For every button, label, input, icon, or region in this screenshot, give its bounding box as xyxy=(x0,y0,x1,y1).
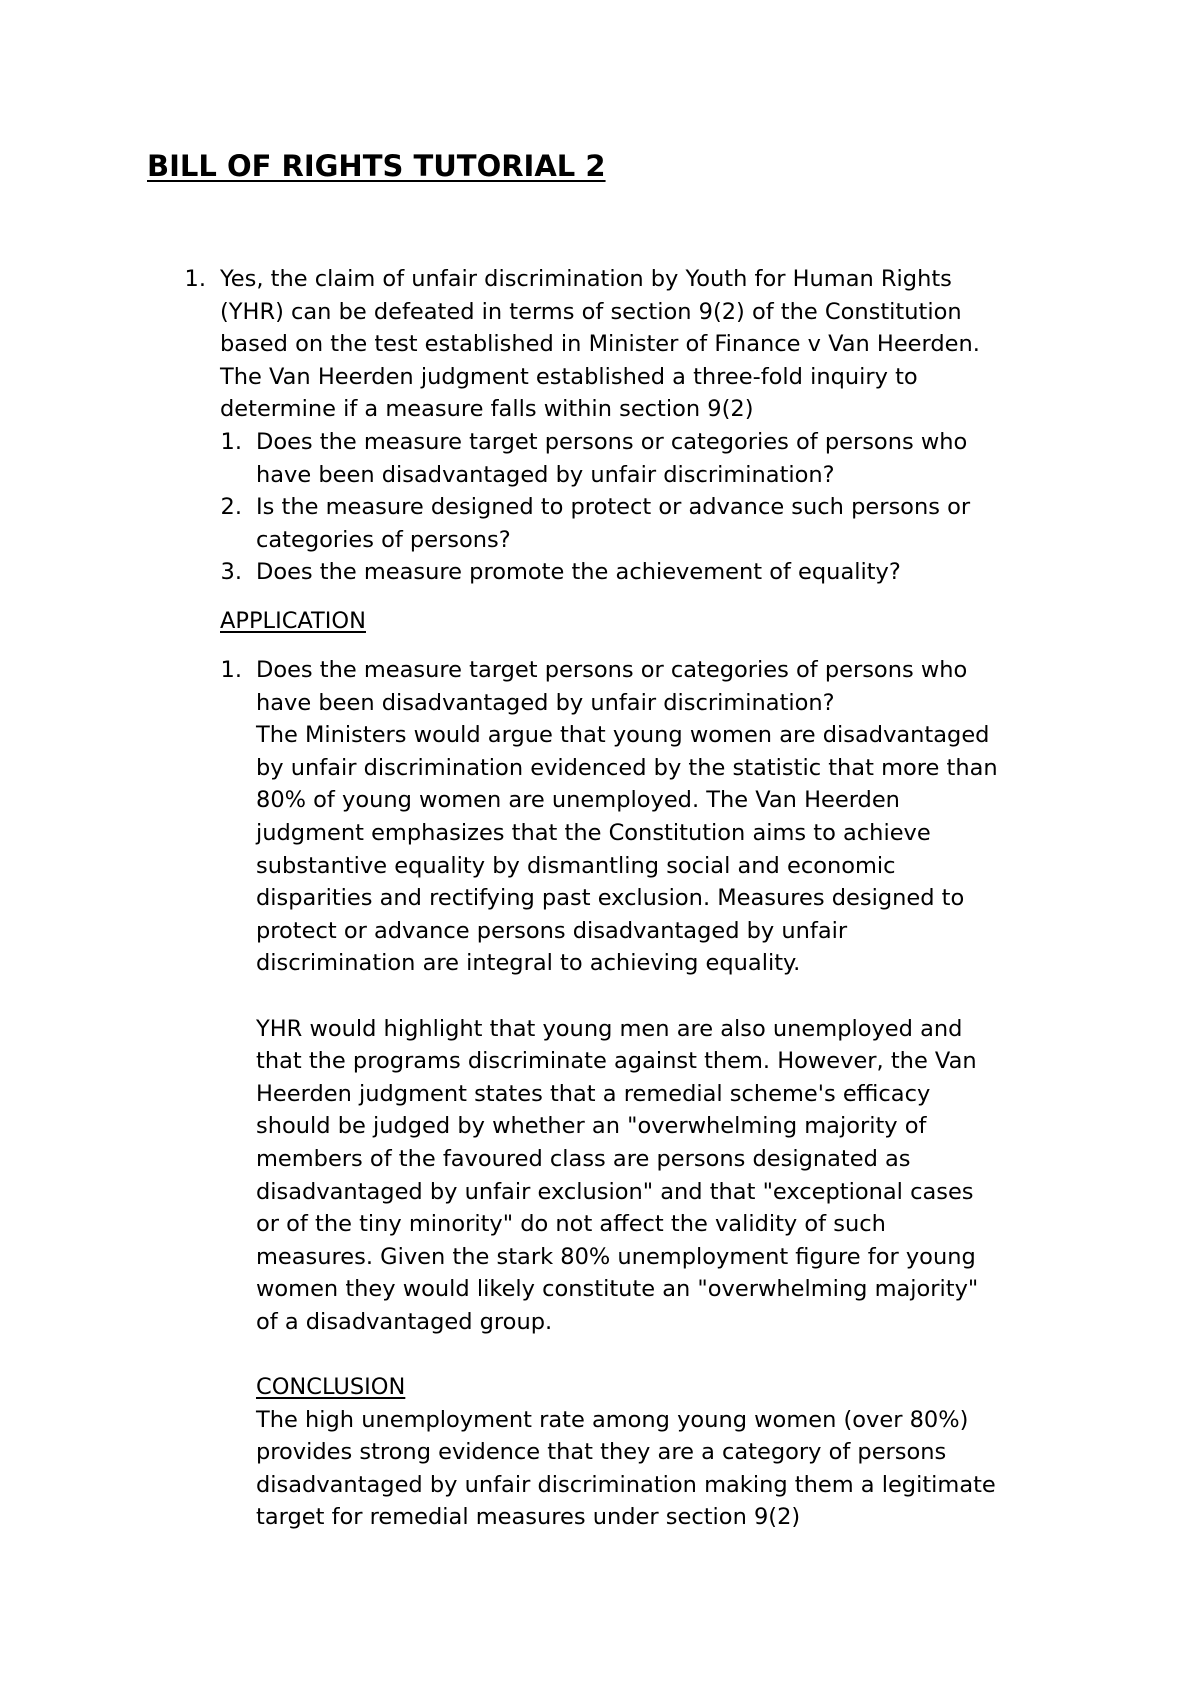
inquiry-3-text xyxy=(256,556,1136,589)
inquiry-line: Does the measure promote the achievement of equality? xyxy=(256,559,901,585)
inquiry-2-text xyxy=(256,491,1136,556)
application-para2-line: YHR would highlight that young men are also unemployed and xyxy=(256,1015,963,1042)
item-1-line: determine if a measure falls within section 9(2) xyxy=(220,396,754,423)
application-para1-line: by unfair discrimination evidenced by the statistic that more than xyxy=(256,754,998,781)
item-1-line: The Van Heerden judgment established a three-fold inquiry to xyxy=(220,363,918,390)
item-1-number: 1. xyxy=(184,266,206,292)
application-para2-line: should be judged by whether an "overwhelming majority of xyxy=(256,1113,927,1140)
inquiry-line: Is the measure designed to protect or advance such persons or xyxy=(256,494,971,520)
document-title: BILL OF RIGHTS TUTORIAL 2 xyxy=(147,149,606,183)
application-para1-line: disparities and rectifying past exclusion. Measures designed to xyxy=(256,885,965,912)
conclusion-heading: CONCLUSION xyxy=(256,1374,406,1401)
application-para2-line: members of the favoured class are persons designated as xyxy=(256,1145,911,1172)
inquiry-line: Does the measure target persons or categories of persons who xyxy=(256,429,968,455)
application-para1-line: protect or advance persons disadvantaged by unfair xyxy=(256,917,848,944)
inquiry-line: categories of persons? xyxy=(256,526,511,553)
conclusion-line: disadvantaged by unfair discrimination making them a legitimate xyxy=(256,1471,996,1498)
blank-line xyxy=(256,980,1156,1013)
application-para1-line: 80% of young women are unemployed. The Van Heerden xyxy=(256,787,900,814)
application-para2-line: of a disadvantaged group. xyxy=(256,1308,553,1335)
inquiry-3-number: 3. xyxy=(220,559,242,585)
application-question-line: have been disadvantaged by unfair discrimination? xyxy=(256,689,835,716)
conclusion-line: provides strong evidence that they are a category of persons xyxy=(256,1439,947,1466)
application-para1-line: judgment emphasizes that the Constitution aims to achieve xyxy=(256,819,931,846)
application-para1-line: The Ministers would argue that young women are disadvantaged xyxy=(256,722,990,749)
item-1-line: based on the test established in Minister of Finance v Van Heerden. xyxy=(220,331,980,358)
application-para2-line: disadvantaged by unfair exclusion" and that "exceptional cases xyxy=(256,1178,974,1205)
item-1-line: Yes, the claim of unfair discrimination by Youth for Human Rights xyxy=(220,266,952,292)
blank-line xyxy=(256,1338,1156,1371)
application-para2-line: women they would likely constitute an "overwhelming majority" xyxy=(256,1276,979,1303)
inquiry-1-text xyxy=(256,426,1136,491)
item-1-line: (YHR) can be defeated in terms of section 9(2) of the Constitution xyxy=(220,298,962,325)
conclusion-line: The high unemployment rate among young women (over 80%) xyxy=(256,1406,969,1433)
application-para1-line: substantive equality by dismantling social and economic xyxy=(256,852,896,879)
application-item-number: 1. xyxy=(220,657,242,683)
application-question-line: Does the measure target persons or categories of persons who xyxy=(256,657,968,683)
item-1-text xyxy=(220,263,1120,426)
inquiry-1-number: 1. xyxy=(220,429,242,455)
inquiry-2-number: 2. xyxy=(220,494,242,520)
application-heading: APPLICATION xyxy=(220,608,366,634)
inquiry-line: have been disadvantaged by unfair discrimination? xyxy=(256,461,835,488)
application-para2-line: that the programs discriminate against them. However, the Van xyxy=(256,1048,977,1075)
application-para2-line: Heerden judgment states that a remedial scheme's efficacy xyxy=(256,1080,931,1107)
conclusion-line: target for remedial measures under section 9(2) xyxy=(256,1504,801,1531)
application-para2-line: or of the tiny minority" do not affect the validity of such xyxy=(256,1211,886,1238)
application-item-text xyxy=(256,654,1156,1534)
application-para2-line: measures. Given the stark 80% unemployment figure for young xyxy=(256,1243,976,1270)
application-para1-line: discrimination are integral to achieving equality. xyxy=(256,950,801,977)
